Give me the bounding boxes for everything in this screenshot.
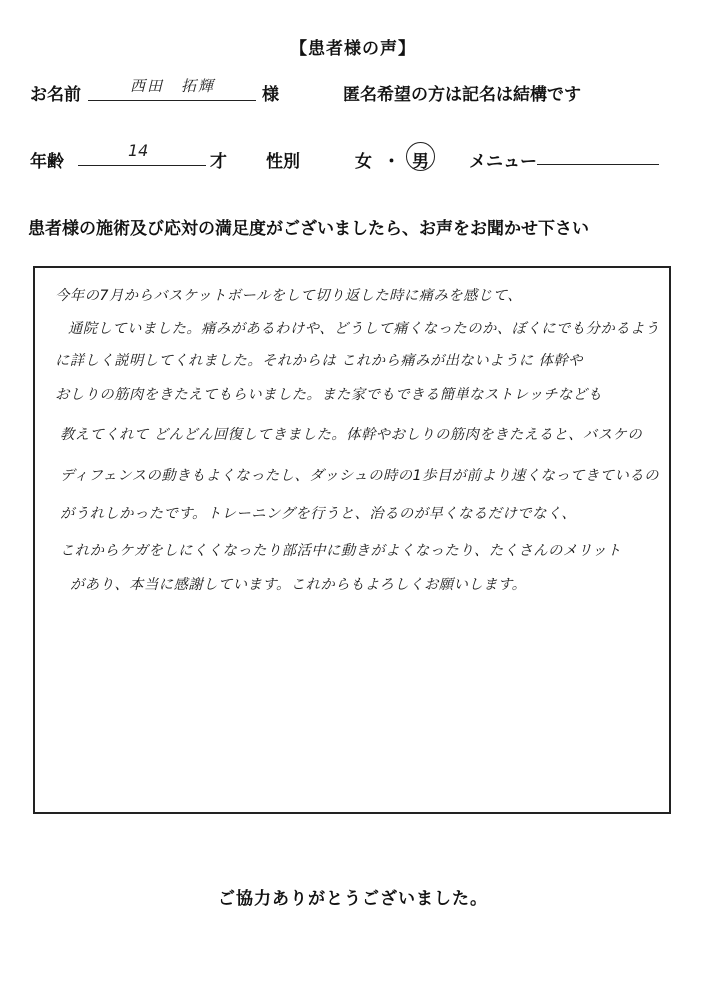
menu-underline xyxy=(537,164,659,165)
name-label: お名前 xyxy=(30,85,81,105)
comment-line: があり、本当に感謝しています。これからもよろしくお願いします。 xyxy=(70,577,527,593)
comment-line: 今年の7月からバスケットボールをして切り返した時に痛みを感じて、 xyxy=(55,288,523,304)
comment-line: 通院していました。痛みがあるわけや、どうして痛くなったのか、ぼくにでも分かるよう xyxy=(68,321,660,337)
age-label: 年齢 xyxy=(30,152,64,172)
instruction-text: 患者様の施術及び応対の満足度がございましたら、お声をお聞かせ下さい xyxy=(28,219,589,239)
comment-line: ディフェンスの動きもよくなったし、ダッシュの時の1歩目が前より速くなってきているの xyxy=(60,468,659,484)
comment-line: がうれしかったです。トレーニングを行うと、治るのが早くなるだけでなく、 xyxy=(60,506,577,522)
age-underline xyxy=(78,165,206,166)
gender-dot: ・ xyxy=(383,152,400,172)
gender-label: 性別 xyxy=(266,152,300,172)
age-value: 14 xyxy=(128,141,149,160)
gender-selected-circle xyxy=(406,142,435,171)
age-unit: 才 xyxy=(210,152,227,172)
comment-line: おしりの筋肉をきたえてもらいました。また家でもできる簡単なストレッチなども xyxy=(55,387,603,403)
name-value: 西田 拓輝 xyxy=(130,77,216,95)
gender-female: 女 xyxy=(355,152,372,172)
thanks-text: ご協力ありがとうございました。 xyxy=(218,889,488,909)
sama-label: 様 xyxy=(262,85,279,105)
menu-label: メニュー xyxy=(469,152,537,172)
comment-line: これからケガをしにくくなったり部活中に動きがよくなったり、たくさんのメリット xyxy=(60,543,622,559)
comment-line: に詳しく説明してくれました。それからは これから痛みが出ないように 体幹や xyxy=(55,353,583,369)
anonymous-note: 匿名希望の方は記名は結構です xyxy=(343,85,581,105)
gender-male: 男 xyxy=(412,152,429,172)
form-title: 【患者様の声】 xyxy=(290,39,416,59)
comment-line: 教えてくれて どんどん回復してきました。体幹やおしりの筋肉をきたえると、バスケの xyxy=(60,427,643,443)
name-underline xyxy=(88,100,256,101)
